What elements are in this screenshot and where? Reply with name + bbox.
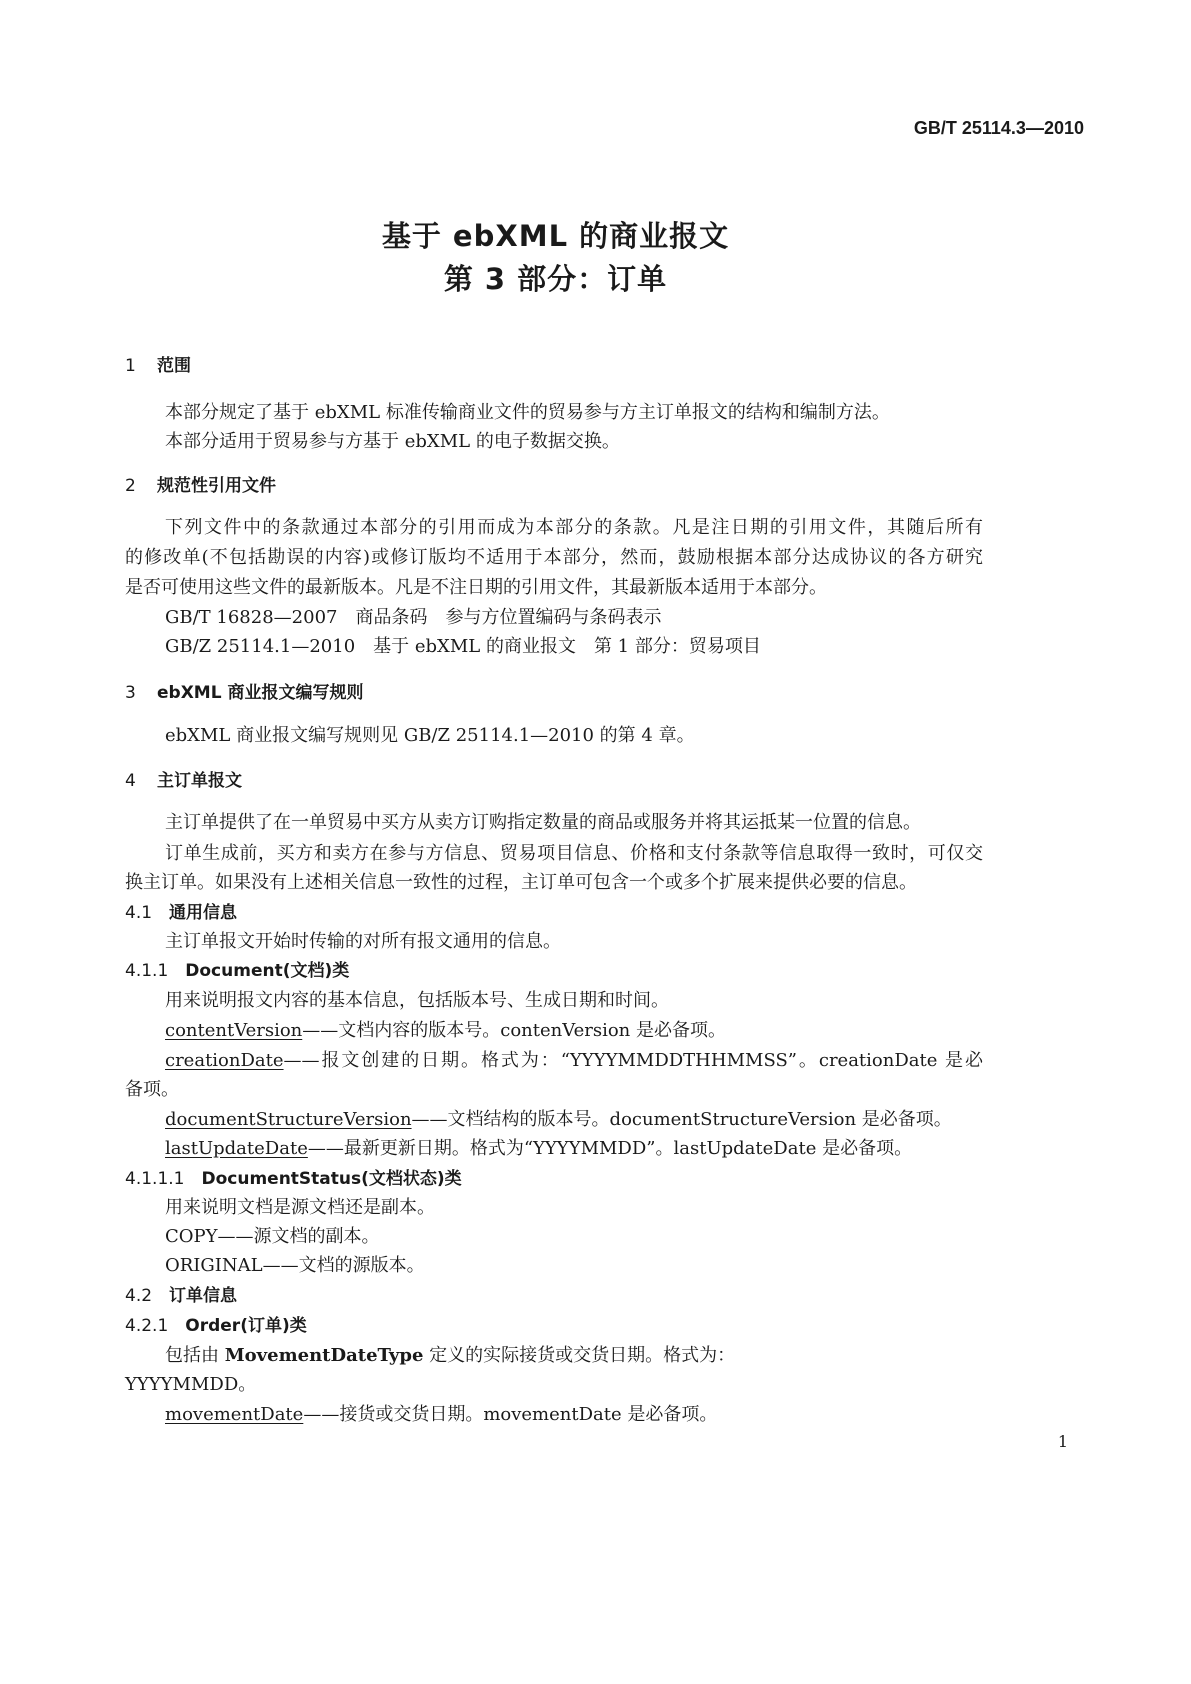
section-4-1-1-1-heading: 4.1.1.1 DocumentStatus(文档状态)类: [125, 1169, 462, 1189]
section-4-para-1: 主订单提供了在一单贸易中买方从卖方订购指定数量的商品或服务并将其运抵某一位置的信息。: [165, 812, 921, 833]
title-line-2: 第 3 部分：订单: [443, 262, 668, 296]
section-4-1-heading: 4.1 通用信息: [125, 903, 238, 923]
attribute-creation-date-cont: 备项。: [125, 1079, 179, 1100]
section-2-heading: 2 规范性引用文件: [125, 476, 276, 496]
section-4-heading: 4 主订单报文: [125, 771, 242, 791]
page-number: 1: [1057, 1432, 1068, 1451]
section-4-para-2-line-1: 订单生成前，买方和卖方在参与方信息、贸易项目信息、价格和支付条款等信息取得一致时，可仅交: [165, 843, 983, 864]
section-4-1-1-para-1: 用来说明报文内容的基本信息，包括版本号、生成日期和时间。: [165, 990, 669, 1011]
section-3-para-1: ebXML 商业报文编写规则见 GB/Z 25114.1—2010 的第 4 章。: [165, 725, 695, 746]
attribute-last-update-date: lastUpdateDate——最新更新日期。格式为“YYYYMMDD”。lastUpdateDate 是必备项。: [165, 1138, 913, 1159]
attribute-document-structure-version: documentStructureVersion——文档结构的版本号。documentStructureVersion 是必备项。: [165, 1109, 952, 1130]
document-id: GB/T 25114.3—2010: [913, 118, 1084, 138]
section-2-para-line-2: 的修改单(不包括勘误的内容)或修订版均不适用于本部分，然而，鼓励根据本部分达成协议的各方研究: [125, 547, 983, 568]
section-2-para-line-1: 下列文件中的条款通过本部分的引用而成为本部分的条款。凡是注日期的引用文件，其随后所有: [165, 517, 983, 538]
section-1-heading: 1 范围: [125, 356, 191, 376]
section-1-para-1: 本部分规定了基于 ebXML 标准传输商业文件的贸易参与方主订单报文的结构和编制方法。: [165, 402, 890, 423]
code-copy: COPY——源文档的副本。: [165, 1226, 380, 1247]
attribute-movement-date: movementDate——接货或交货日期。movementDate 是必备项。: [165, 1404, 718, 1425]
attribute-creation-date: creationDate——报文创建的日期。格式为：“YYYYMMDDTHHMMSS”。creationDate 是必: [165, 1050, 983, 1071]
section-4-2-heading: 4.2 订单信息: [125, 1286, 238, 1306]
attribute-content-version: contentVersion——文档内容的版本号。contenVersion 是必备项。: [165, 1020, 726, 1041]
section-4-2-1-heading: 4.2.1 Order(订单)类: [125, 1316, 307, 1336]
reference-1: GB/T 16828—2007 商品条码 参与方位置编码与条码表示: [165, 607, 662, 628]
section-2-para-line-3: 是否可使用这些文件的最新版本。凡是不注日期的引用文件，其最新版本适用于本部分。: [125, 577, 827, 598]
section-4-1-1-heading: 4.1.1 Document(文档)类: [125, 961, 350, 981]
section-4-1-para-1: 主订单报文开始时传输的对所有报文通用的信息。: [165, 931, 561, 952]
title-line-1: 基于 ebXML 的商业报文: [381, 219, 730, 253]
section-1-para-2: 本部分适用于贸易参与方基于 ebXML 的电子数据交换。: [165, 431, 620, 452]
section-4-2-1-para-1: 包括由 MovementDateType 定义的实际接货或交货日期。格式为：: [165, 1345, 736, 1366]
section-4-para-2-line-2: 换主订单。如果没有上述相关信息一致性的过程，主订单可包含一个或多个扩展来提供必要的信息。: [125, 872, 917, 893]
section-3-heading: 3 ebXML 商业报文编写规则: [125, 683, 364, 703]
section-4-1-1-1-para-1: 用来说明文档是源文档还是副本。: [165, 1197, 435, 1218]
reference-2: GB/Z 25114.1—2010 基于 ebXML 的商业报文 第 1 部分：贸易项目: [165, 636, 761, 657]
section-4-2-1-para-1-cont: YYYYMMDD。: [125, 1374, 257, 1395]
code-original: ORIGINAL——文档的源版本。: [165, 1255, 425, 1276]
